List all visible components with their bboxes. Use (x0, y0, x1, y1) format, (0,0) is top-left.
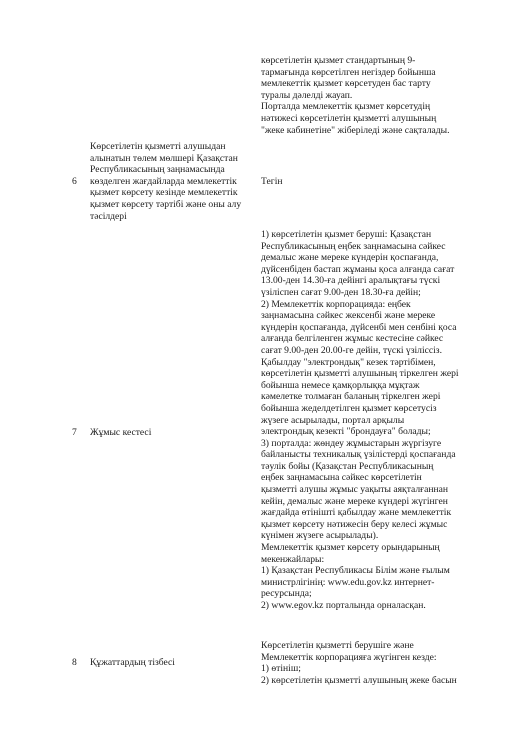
description-line: Республикасының еңбек заңнамасына сәйкес (261, 240, 446, 252)
description-line: қызмет көрсету нәтижесін беру келесі жұмыс (261, 518, 448, 530)
row-title (90, 427, 256, 439)
description-line: 1) өтініш; (261, 663, 301, 675)
description-line: нәтижесі көрсетілетін қызметті алушының (261, 112, 437, 124)
description-line: 2) www.egov.kz порталында орналасқан. (261, 600, 426, 611)
row-description (261, 640, 491, 686)
row-description (261, 176, 491, 188)
description-line: 2) көрсетілетін қызметті алушының жеке басын (261, 674, 457, 686)
row-description (261, 229, 491, 612)
title-line: Жұмыс кестесі (90, 427, 152, 438)
title-line: Республикасының заңнамасында (90, 164, 225, 176)
description-line: бойынша немесе қамқорлыққа мұқтаж (261, 379, 420, 391)
description-line: туралы дәлелді жауап. (261, 89, 353, 101)
description-line: көрсетілетін қызмет стандартының 9- (261, 55, 416, 66)
description-line: бойынша жеделдетілген қызмет көрсетусіз (261, 402, 437, 414)
description-line: Қабылдау "электрондық" кезек тәртібімен, (261, 356, 436, 368)
description-line: 13.00-ден 14.30-ға дейінгі аралықтағы түскі (261, 275, 441, 287)
title-line: Көрсетілетін қызметті алушыдан (90, 141, 226, 152)
description-line: 1) Қазақстан Республикасы Білім және ғылым (261, 565, 450, 577)
description-line: мекенжайлары: (261, 553, 325, 565)
description-line: күндерін қоспағанда, дүйсенбі мен сенбіні қоса (261, 321, 457, 333)
description-line: 3) порталда: жөндеу жұмыстарын жүргізуге (261, 437, 442, 449)
description-line: Мемлекеттік корпорацияға жүгінген кезде: (261, 651, 437, 663)
title-line: Құжаттардың тізбесі (90, 657, 175, 668)
description-line: күнімен жүзеге асырылады). (261, 530, 379, 542)
description-line: Тегін (261, 176, 283, 187)
description-line: Порталда мемлекеттік қызмет көрсетудің (261, 101, 431, 113)
description-line: кәмелетке толмаған баланың тіркелген жері (261, 391, 441, 403)
description-line: Мемлекеттік қызмет көрсету орындарының (261, 542, 440, 554)
description-line: байланысты техникалық үзілістерді қоспағанда (261, 449, 456, 461)
description-line: жүзеге асырылады, портал арқылы (261, 414, 405, 426)
description-line: заңнамасына сәйкес жексенбі және мереке (261, 310, 436, 322)
description-line: алғанда белгіленген жұмыс кестесіне сәйкес (261, 333, 444, 345)
description-line: қызметті алушы жұмыс уақыты аяқталғаннан (261, 484, 448, 496)
description-line: тәулік бойы (Қазақстан Республикасының (261, 460, 434, 472)
description-line: демалыс және мереке күндерін қоспағанда, (261, 252, 439, 264)
title-line: тәсілдері (90, 210, 127, 222)
description-line: мемлекеттік қызмет көрсетуден бас тарту (261, 78, 431, 90)
row-number: 6 (72, 176, 77, 187)
description-line: көрсетілетін қызметті алушының тіркелген жері (261, 368, 459, 380)
description-line: 1) көрсетілетін қызмет беруші: Қазақстан (261, 229, 432, 240)
description-line: кейін, демалыс және мереке күндері жүгінген (261, 495, 448, 507)
row-description (261, 55, 491, 136)
title-line: қызмет көрсету тәртібі және оны алу (90, 198, 242, 210)
description-line: тармағында көрсетілген негіздер бойынша (261, 66, 436, 78)
description-line: сағат 9.00-ден 20.00-ге дейін, түскі үзіліссіз. (261, 344, 442, 356)
row-number: 7 (72, 427, 77, 438)
title-line: көзделген жағдайларда мемлекеттік (90, 175, 237, 187)
description-line: ресурсында; (261, 588, 312, 600)
description-line: еңбек заңнамасына сәйкес көрсетілетін (261, 472, 422, 484)
description-line: жағдайда өтінішті қабылдау және мемлекеттік (261, 507, 452, 519)
description-line: үзіліспен сағат 9.00-ден 18.30-ға дейін; (261, 286, 421, 298)
row-title (90, 141, 256, 222)
title-line: қызмет көрсету кезінде мемлекеттік (90, 187, 238, 199)
row-number: 8 (72, 657, 77, 668)
title-line: алынатын төлем мөлшері Қазақстан (90, 152, 238, 164)
description-line: дүйсенбіден бастап жұманы қоса алғанда сағат (261, 263, 455, 275)
row-title (90, 657, 256, 669)
description-line: "жеке кабинетіне" жіберіледі және сақталады. (261, 124, 450, 136)
description-line: Көрсетілетін қызметті берушіге және (261, 640, 414, 651)
description-line: 2) Мемлекеттік корпорацияда: еңбек (261, 298, 411, 310)
description-line: министрлігінің: www.edu.gov.kz интернет- (261, 576, 435, 588)
description-line: электрондық кезекті "брондауға" болады; (261, 426, 431, 438)
